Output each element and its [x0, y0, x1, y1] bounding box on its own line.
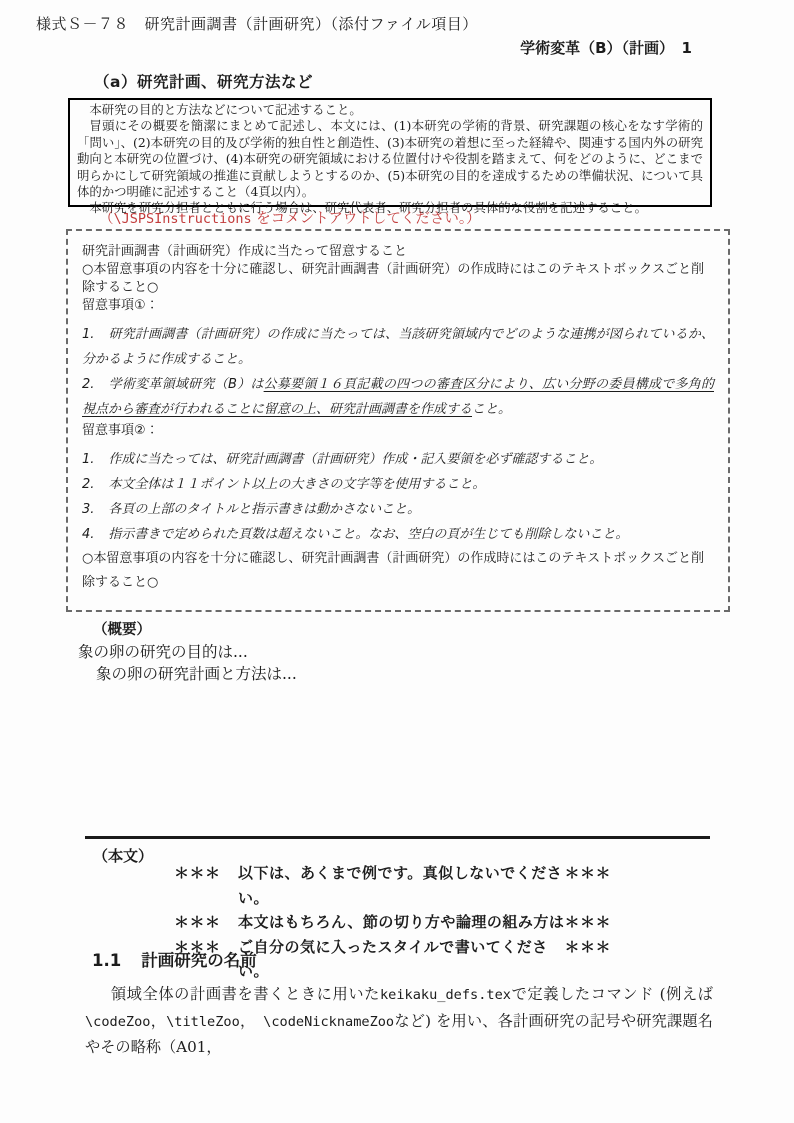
- group2-item-4: [82, 522, 714, 547]
- group2-item-4-text: 指示書きで定められた頁数は超えないこと。なお、空白の頁が生じても削除しないこと。: [108, 527, 629, 542]
- group2-item-2: [82, 472, 714, 497]
- horizontal-rule: [85, 836, 710, 839]
- instruction-paragraph-1: 本研究の目的と方法などについて記述すること。: [89, 102, 362, 117]
- group2-item-3-text: 各頁の上部のタイトルと指示書きは動かさないこと。: [108, 502, 421, 517]
- code-codezoo: \codeZoo: [85, 1013, 151, 1030]
- group1-item-2-number: 2.: [82, 377, 95, 392]
- code-titlezoo: \titleZoo: [166, 1013, 240, 1030]
- group2-item-2-number: 2.: [82, 477, 95, 492]
- form-number-label: 様式Ｓ－７８ 研究計画調書（計画研究）（添付ファイル項目）: [36, 15, 478, 33]
- section-1-1-paragraph: [85, 982, 713, 1061]
- section-1-1-title: 計画研究の名前: [141, 951, 257, 970]
- disclaimer-row-1: 以下は、あくまで例です。真似しないでください。: [238, 864, 563, 907]
- overview-line-1: 象の卵の研究の目的は...: [78, 643, 248, 661]
- comment-note-open: （: [99, 211, 114, 227]
- para-text-1: 領域全体の計画書を書くときに用いた: [110, 985, 380, 1003]
- disclaimer-row-3: ご自分の気に入ったスタイルで書いてください。: [238, 937, 548, 980]
- overview-heading: （概要）: [93, 622, 151, 638]
- group2-item-3-number: 3.: [82, 502, 95, 517]
- section-a-heading: （a）研究計画、研究方法など: [94, 73, 313, 91]
- group1-item-2-underlined: 公募要領１６頁記載の四つの審査区分により、広い分野の委員構成で多角的視点から審査が行われることに留意の上、研究計画調書を作成する: [82, 377, 714, 417]
- notes-group2-items: [82, 447, 714, 547]
- group1-item-2-pre: 学術変革領域研究（B）は: [108, 377, 264, 392]
- section-1-1-number: 1.1: [92, 951, 122, 970]
- instruction-box: [68, 98, 712, 216]
- attention-notes-box: [66, 229, 730, 612]
- stars-right: ＊＊＊: [564, 937, 611, 956]
- instruction-paragraph-2: 冒頭にその概要を簡潔にまとめて記述し、本文には、(1)本研究の学術的背景、研究課題の核心をなす学術的「問い」、(2)本研究の目的及び学術的独自性と創造性、(3)本研究の着想に至った経緯や、関連する国内外の研究動向と本研究の位置づけ、(4)本研究の研究領域における位置付けや役割を踏まえて、何をどのように、どこまで明らかにして研究領域の推進に貢献しようとするのか、(5)本研究の目的を達成するための準備状況、について具体的かつ明確に記述すること（4頁以内）。: [77, 118, 703, 200]
- notes-box-title: 研究計画調書（計画研究）作成に当たって留意すること: [82, 244, 408, 259]
- comment-out-note: [99, 207, 481, 228]
- group2-item-3: [82, 497, 714, 522]
- group1-item-2: [82, 372, 714, 422]
- group1-item-1-text: 研究計画調書（計画研究）の作成に当たっては、当該研究領域内でどのような連携が図られているか、分かるように作成すること。: [82, 327, 714, 367]
- disclaimer-row-2: 本文はもちろん、節の切り方や論理の組み方は: [238, 913, 565, 931]
- notes-group1-heading: 留意事項①：: [82, 298, 159, 313]
- code-keikaku-defs: keikaku_defs.tex: [380, 987, 511, 1003]
- stars-right: ＊＊＊: [564, 913, 611, 931]
- page-header-right: 学術変革（B）（計画） 1: [520, 39, 692, 57]
- jsps-instructions-command: \JSPSInstructions: [113, 211, 252, 227]
- delete-note-top: ○本留意事項の内容を十分に確認し、研究計画調書（計画研究）の作成時にはこのテキストボックスごと削除すること○: [82, 262, 704, 295]
- notes-group2-heading: 留意事項②：: [82, 423, 159, 438]
- code-codenicknamezoo: \codeNicknameZoo: [263, 1013, 395, 1030]
- instruction-paragraph-3: 本研究を研究分担者とともに行う場合は、研究代表者、研究分担者の具体的な役割を記述すること。: [89, 200, 647, 216]
- stars-left: ＊＊＊: [174, 913, 221, 931]
- group2-item-4-number: 4.: [82, 527, 95, 542]
- group2-item-1-number: 1.: [82, 452, 95, 467]
- group2-item-2-text: 本文全体は１１ポイント以上の大きさの文字等を使用すること。: [108, 477, 486, 492]
- comment-note-rest: をコメントアウトしてください。）: [251, 211, 481, 227]
- delete-note-bottom: ○本留意事項の内容を十分に確認し、研究計画調書（計画研究）の作成時にはこのテキストボックスごと削除すること○: [82, 551, 704, 590]
- group1-item-1: [82, 322, 714, 372]
- stars-left: ＊＊＊: [174, 864, 221, 882]
- group2-item-1: [82, 447, 714, 472]
- group1-item-1-number: 1.: [82, 327, 95, 342]
- stars-right: ＊＊＊: [564, 864, 611, 882]
- stars-left: ＊＊＊: [174, 937, 221, 956]
- para-text-3: ，: [150, 1011, 167, 1030]
- overview-line-2: 象の卵の研究計画と方法は...: [96, 665, 297, 683]
- group2-item-1-text: 作成に当たっては、研究計画調書（計画研究）作成・記入要領を必ず確認すること。: [108, 452, 603, 467]
- section-1-1-heading: [92, 947, 257, 971]
- notes-group1-items: [82, 322, 714, 422]
- body-heading: （本文）: [93, 847, 154, 865]
- para-text-4: ，: [239, 1011, 264, 1030]
- group1-item-2-post: こと。: [472, 402, 512, 417]
- para-text-5: など) を用い、各計画研究の記号や研究課題名やその略称（A01，: [85, 1011, 713, 1056]
- para-text-2: で定義したコマンド (例えば: [510, 985, 713, 1003]
